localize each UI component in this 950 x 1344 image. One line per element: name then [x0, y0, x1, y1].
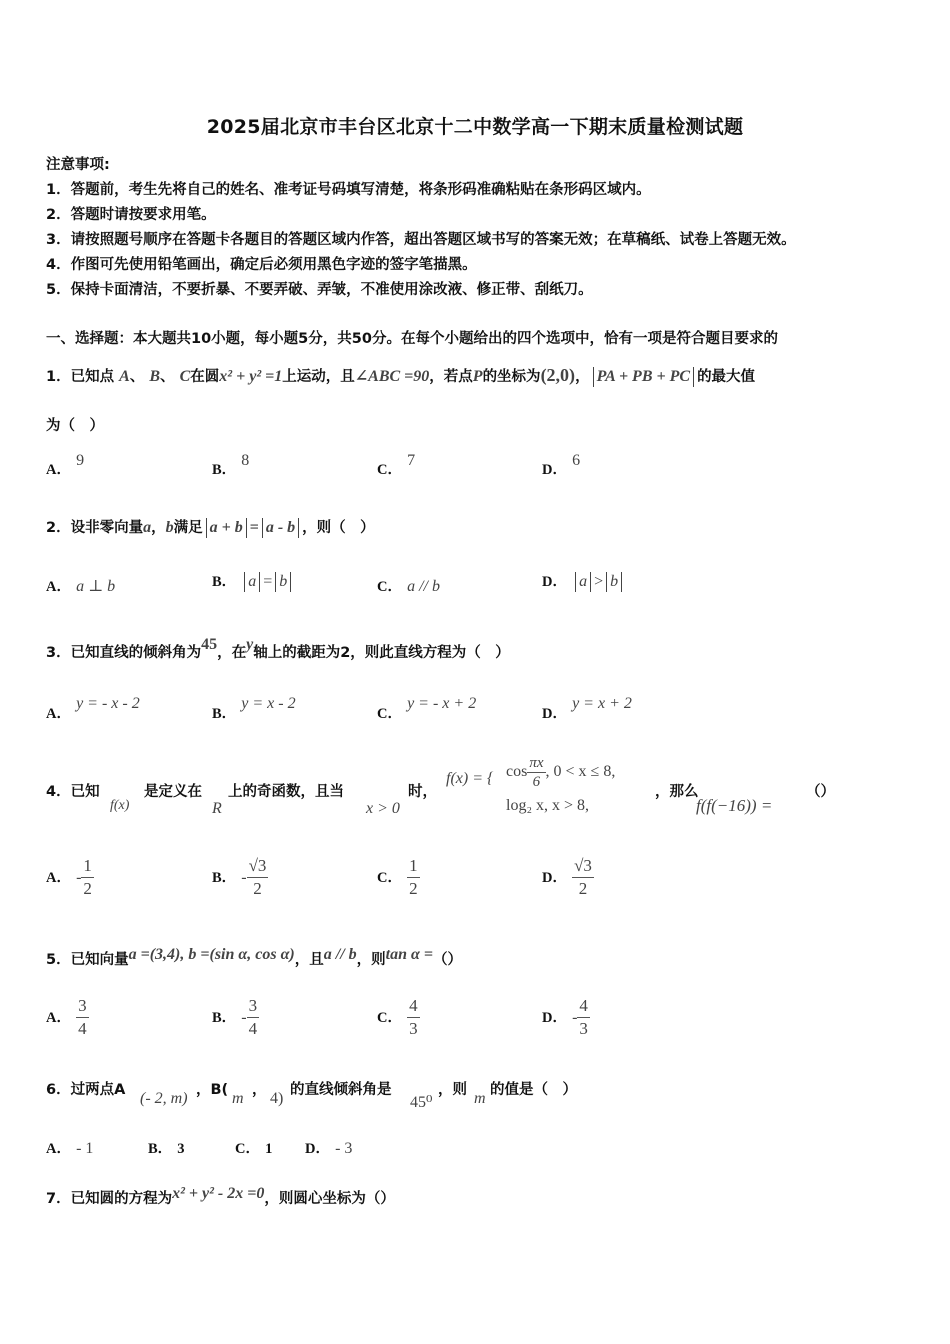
option-label: A． — [46, 1010, 71, 1026]
option-value: 3 — [177, 1141, 185, 1157]
q4-option-b[interactable] — [212, 855, 268, 900]
q5-option-d[interactable] — [542, 995, 590, 1040]
option-label: B． — [212, 706, 237, 722]
q1-option-c[interactable] — [377, 452, 415, 479]
q1-text-8: 为（ ） — [46, 418, 104, 434]
q4-text-2: 是定义在 — [144, 784, 202, 800]
option-sign: - — [241, 869, 247, 886]
option-label: A． — [46, 1141, 71, 1157]
option-value: - 1 — [76, 1140, 94, 1157]
page-title: 2025届北京市丰台区北京十二中数学高一下期末质量检测试题 — [206, 116, 744, 138]
q3-option-a[interactable] — [46, 695, 140, 723]
q4-option-c[interactable] — [377, 855, 420, 900]
q1-text-1: 已知点 — [70, 369, 115, 385]
notice-heading: 注意事项: — [46, 157, 110, 173]
q1-sep-2: 、 — [160, 369, 175, 385]
q3-text-1: 已知直线的倾斜角为 — [70, 645, 202, 661]
option-sign: - — [76, 869, 82, 886]
q4-case-1 — [506, 754, 615, 791]
q6-angle: 45⁰ — [410, 1094, 433, 1111]
notice-item-3: 3．请按照题号顺序在答题卡各题目的答题区域内作答，超出答题区域书写的答案无效；在草稿纸、试卷上答题无效。 — [46, 232, 796, 248]
q5-vectors: a =(3,4), b =(sin α, cos α) — [128, 946, 295, 963]
q4-text-4: 时， — [408, 784, 437, 800]
question-2 — [46, 516, 375, 538]
q2-sep: ， — [151, 520, 166, 536]
q4-case1-pre: cos — [506, 763, 528, 781]
q1-point-c: C — [179, 368, 191, 385]
q4-text-5: ，那么 — [655, 784, 699, 800]
option-den: 2 — [578, 879, 588, 898]
q5-option-a[interactable] — [46, 995, 89, 1040]
q3-angle: 45 — [201, 636, 218, 653]
option-num: 1 — [81, 855, 94, 878]
option-label: B． — [148, 1141, 173, 1157]
question-3 — [46, 636, 510, 662]
q4-case1-num: πx — [529, 755, 544, 771]
notice-item-1: 1．答题前，考生先将自己的姓名、准考证号码填写清楚，将条形码准确粘贴在条形码区域内。 — [46, 182, 651, 198]
option-label: C． — [377, 706, 402, 722]
q6-point-a: (- 2, m) — [140, 1090, 188, 1107]
q1-vector-sum: PA + PB + PC — [596, 368, 691, 385]
option-den: 2 — [253, 879, 262, 898]
q5-option-b[interactable] — [212, 995, 259, 1040]
option-label: D． — [542, 1010, 567, 1026]
option-den: 4 — [78, 1019, 87, 1038]
question-7 — [46, 1185, 395, 1208]
q1-coord: (2,0) — [540, 365, 576, 385]
q2-expr-2: a - b — [265, 519, 296, 536]
option-value: 8 — [241, 452, 250, 469]
q1-text-2: 在圆 — [190, 369, 220, 385]
option-value: a // b — [407, 578, 440, 595]
q4-domain: R — [212, 800, 222, 817]
option-label: C． — [235, 1141, 260, 1157]
section-heading: 一、选择题：本大题共10小题，每小题5分，共50分。在每个小题给出的四个选项中，恰有一项是符合题目要求的 — [46, 331, 778, 347]
option-num: 4 — [407, 995, 420, 1018]
q5-number: 5． — [46, 952, 71, 968]
q4-option-a[interactable] — [46, 855, 94, 900]
q2-option-a[interactable] — [46, 575, 115, 596]
option-op: > — [594, 573, 604, 590]
q3-axis: y — [246, 636, 254, 653]
option-left: a — [248, 573, 257, 590]
option-value: y = - x - 2 — [76, 695, 140, 712]
option-label: A． — [46, 579, 71, 595]
q7-number: 7． — [46, 1191, 71, 1207]
option-den: 2 — [83, 879, 92, 898]
q1-text-6: ， — [575, 369, 590, 385]
q5-tan: tan α = — [385, 946, 433, 963]
q6-text-6: 的值是（ ） — [490, 1082, 577, 1098]
q2-expr-1: a + b — [209, 519, 243, 536]
option-sign: - — [241, 1009, 247, 1026]
option-num: √3 — [247, 855, 269, 878]
q4-intro — [46, 780, 100, 801]
q7-equation: x² + y² - 2x =0 — [172, 1185, 265, 1202]
q1-circle-eq: x² + y² =1 — [219, 368, 283, 385]
q6-text-5: ，则 — [438, 1082, 467, 1098]
option-label: D． — [542, 706, 567, 722]
q1-option-d[interactable] — [542, 452, 580, 479]
q4-fx: f(x) = { — [446, 770, 494, 787]
q2-option-d[interactable] — [542, 570, 625, 592]
option-sign: - — [572, 1009, 578, 1026]
option-label: C． — [377, 462, 402, 478]
q6-m-2: m — [474, 1090, 486, 1107]
option-right: b — [279, 573, 288, 590]
option-label: D． — [542, 870, 567, 886]
option-label: D． — [305, 1141, 330, 1157]
q4-text-6: （） — [806, 784, 835, 800]
q2-number: 2． — [46, 520, 71, 536]
option-value: y = - x + 2 — [407, 695, 477, 712]
option-den: 2 — [409, 879, 418, 898]
q1-text-7: 的最大值 — [697, 369, 756, 385]
option-op: = — [263, 573, 273, 590]
q5-option-c[interactable] — [377, 995, 420, 1040]
option-den: 3 — [409, 1019, 418, 1038]
option-num: 4 — [577, 995, 590, 1018]
q6-m-1: m — [232, 1090, 244, 1107]
option-label: A． — [46, 462, 71, 478]
option-num: √3 — [572, 855, 594, 878]
q4-f: f(x) — [110, 798, 130, 813]
q5-parallel: a // b — [323, 946, 357, 963]
option-den: 4 — [248, 1019, 258, 1038]
q3-number: 3． — [46, 645, 71, 661]
question-5 — [46, 946, 462, 969]
notice-item-5: 5．保持卡面清洁，不要折暴、不要弄破、弄皱，不准使用涂改液、修正带、刮纸刀。 — [46, 282, 593, 298]
q4-expression: f(f(−16)) = — [696, 796, 773, 815]
option-num: 3 — [76, 995, 89, 1018]
option-label: A． — [46, 870, 71, 886]
option-label: C． — [377, 870, 402, 886]
option-value: 9 — [76, 452, 85, 469]
q4-case1-post: , 0 < x ≤ 8, — [545, 763, 616, 781]
option-den: 3 — [579, 1019, 588, 1038]
q1-angle: ∠ABC =90 — [354, 368, 430, 385]
q2-vector-b: b — [165, 519, 174, 536]
q4-case-2: log₂ x, x > 8, — [506, 797, 590, 814]
q4-number: 4． — [46, 784, 71, 800]
q6-point-b-y: 4) — [270, 1090, 284, 1107]
q5-text-3: ，则 — [356, 952, 386, 968]
q3-option-c[interactable] — [377, 695, 476, 723]
q2-vector-a: a — [143, 519, 152, 536]
option-label: B． — [212, 1010, 237, 1026]
q1-point-b: B — [149, 368, 161, 385]
q2-text-1: 设非零向量 — [70, 520, 144, 536]
q2-equals: = — [249, 519, 259, 536]
q1-point-p: P — [472, 368, 483, 385]
option-label: D． — [542, 462, 567, 478]
option-label: B． — [212, 574, 237, 590]
q3-option-b[interactable] — [212, 695, 296, 723]
q1-point-a: A — [119, 368, 130, 385]
q5-text-4: （） — [432, 952, 462, 968]
q1-text-3: 上运动，且 — [282, 369, 355, 385]
q4-option-d[interactable] — [542, 855, 594, 900]
q6-option-d[interactable] — [305, 1137, 352, 1158]
notice-item-4: 4．作图可先使用铅笔画出，确定后必须用黑色字迹的签字笔描黑。 — [46, 257, 477, 273]
q4-text-1: 已知 — [70, 784, 100, 800]
option-value: y = x - 2 — [241, 695, 296, 712]
question-1 — [46, 365, 755, 387]
q5-text-1: 已知向量 — [70, 952, 129, 968]
option-value: - 3 — [335, 1140, 353, 1157]
option-value: 7 — [407, 452, 416, 469]
option-right: b — [610, 573, 619, 590]
q3-text-2: ，在 — [217, 645, 247, 661]
q7-text-2: ，则圆心坐标为（） — [264, 1191, 395, 1207]
option-value: 6 — [572, 452, 581, 469]
q1-text-4: ，若点 — [429, 369, 473, 385]
q2-text-2: 满足 — [173, 520, 203, 536]
option-label: A． — [46, 706, 71, 722]
q6-intro — [46, 1078, 125, 1099]
notice-item-2: 2．答题时请按要求用笔。 — [46, 207, 216, 223]
q6-option-a[interactable] — [46, 1137, 93, 1158]
option-value: a ⊥ b — [76, 578, 116, 595]
q6-text-3: ， — [252, 1082, 267, 1098]
q4-condition: x > 0 — [366, 800, 400, 817]
q6-number: 6． — [46, 1082, 71, 1098]
q2-option-c[interactable] — [377, 575, 440, 596]
option-label: B． — [212, 870, 237, 886]
q3-option-d[interactable] — [542, 695, 632, 723]
q6-option-c[interactable] — [235, 1137, 272, 1158]
q2-text-3: ，则（ ） — [302, 520, 375, 536]
q5-text-2: ，且 — [294, 952, 324, 968]
q4-text-3: 上的奇函数，且当 — [228, 784, 344, 800]
option-label: C． — [377, 1010, 402, 1026]
q4-case1-den: 6 — [532, 774, 541, 790]
q7-text-1: 已知圆的方程为 — [70, 1191, 173, 1207]
option-num: 1 — [407, 855, 420, 878]
option-label: C． — [377, 579, 402, 595]
q6-text-1: 过两点A — [70, 1082, 126, 1098]
q6-text-2: ，B( — [196, 1082, 229, 1098]
option-label: B． — [212, 462, 237, 478]
q6-option-b[interactable] — [148, 1137, 185, 1158]
q2-option-b[interactable] — [212, 570, 294, 592]
option-value: 1 — [265, 1141, 273, 1157]
q1-text-5: 的坐标为 — [482, 369, 541, 385]
q1-number: 1． — [46, 369, 71, 385]
option-label: D． — [542, 574, 567, 590]
q1-option-a[interactable] — [46, 452, 84, 479]
q1-sep-1: 、 — [129, 369, 145, 385]
option-num: 3 — [247, 995, 260, 1018]
option-left: a — [579, 573, 588, 590]
q6-text-4: 的直线倾斜角是 — [290, 1082, 392, 1098]
q3-text-3: 轴上的截距为2，则此直线方程为（ ） — [253, 645, 510, 661]
option-value: y = x + 2 — [572, 695, 632, 712]
q1-option-b[interactable] — [212, 452, 249, 479]
